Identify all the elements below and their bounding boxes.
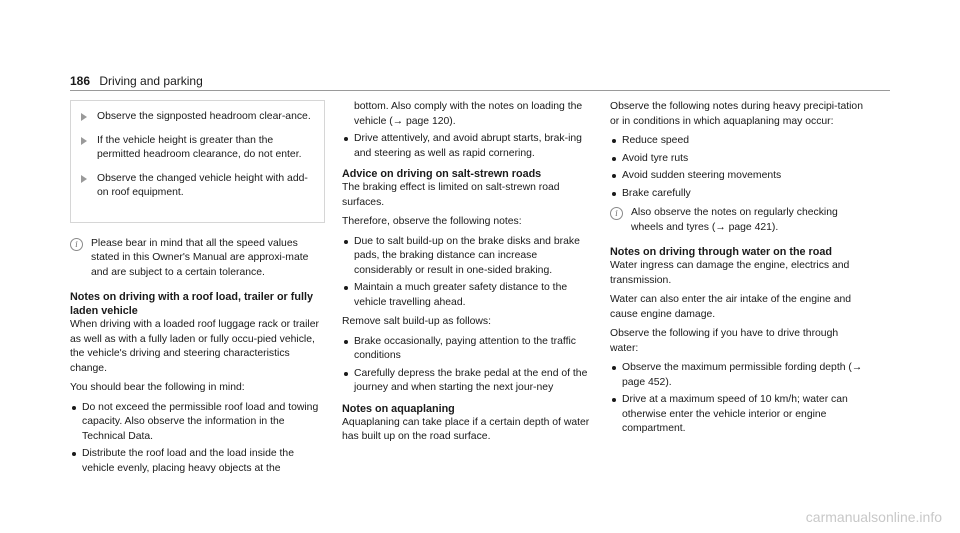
step-arrow-icon: [81, 113, 87, 121]
step-arrow-icon: [81, 137, 87, 145]
paragraph: Water ingress can damage the engine, electrics and transmission.: [610, 260, 850, 286]
step-item: If the vehicle height is greater than the permitted headroom clearance, do not enter.: [81, 134, 314, 163]
paragraph: You should bear the following in mind:: [70, 382, 245, 393]
list-item: Due to salt build-up on the brake disks and brake pads, the braking distance can increase considerably or result in one-sided braking.: [342, 235, 594, 279]
section-heading: Notes on driving through water on the road: [610, 246, 832, 258]
info-icon: i: [70, 238, 83, 251]
column-1: [70, 100, 325, 481]
header-divider: [70, 90, 890, 91]
list-item: Distribute the roof load and the load inside the vehicle evenly, placing heavy objects at the: [70, 447, 325, 476]
list-item: Carefully depress the brake pedal at the end of the journey and when starting the next jour-ney: [342, 367, 594, 396]
list-item: Drive attentively, and avoid abrupt starts, brak-ing and steering as well as rapid cornering.: [342, 132, 594, 161]
column-2: [342, 100, 594, 450]
section-heading: Notes on aquaplaning: [342, 402, 455, 415]
paragraph: The braking effect is limited on salt-strewn road surfaces.: [342, 182, 560, 208]
paragraph: Therefore, observe the following notes:: [342, 216, 522, 227]
paragraph: Observe the following if you have to drive through water:: [610, 328, 839, 354]
list-item: Brake occasionally, paying attention to the traffic conditions: [342, 335, 594, 364]
list-item: Brake carefully: [610, 187, 865, 202]
list-item: Reduce speed: [610, 134, 865, 149]
column-3: [610, 100, 865, 442]
bullet-list: [610, 134, 865, 201]
info-icon: i: [610, 207, 623, 220]
paragraph: Aquaplaning can take place if a certain depth of water has built up on the road surface.: [342, 416, 590, 442]
list-item-continued: bottom. Also comply with the notes on loading the vehicle (→ page 120).: [354, 101, 583, 127]
paragraph: When driving with a loaded roof luggage rack or trailer as well as with a fully laden or fully occu-pied vehicle, the vehicle's driving and steering characteristics change.: [70, 319, 319, 374]
list-item: Maintain a much greater safety distance to the vehicle travelling ahead.: [342, 281, 594, 310]
section-heading: Advice on driving on salt-strewn roads: [342, 168, 542, 180]
page-number: 186: [70, 74, 91, 88]
paragraph: Remove salt build-up as follows:: [342, 316, 492, 327]
list-item: Avoid tyre ruts: [610, 152, 865, 167]
info-note: i Also observe the notes on regularly checking wheels and tyres (→ page 421).: [610, 206, 865, 235]
list-item: Avoid sudden steering movements: [610, 169, 865, 184]
list-item: Drive at a maximum speed of 10 km/h; water can otherwise enter the vehicle interior or engine compartment.: [610, 393, 865, 437]
step-item: Observe the signposted headroom clear-ance.: [81, 110, 314, 125]
paragraph: Water can also enter the air intake of the engine and cause engine damage.: [610, 294, 852, 320]
info-note: i Please bear in mind that all the speed values stated in this Owner's Manual are approxi-mate and are subject to a certain tolerance.: [70, 237, 325, 281]
section-title: Driving and parking: [99, 74, 203, 88]
bullet-list: [342, 235, 594, 311]
bullet-list: [610, 361, 865, 437]
list-item: Observe the maximum permissible fording depth (→ page 452).: [610, 361, 865, 390]
list-item: Do not exceed the permissible roof load and towing capacity. Also observe the information in the Technical Data.: [70, 401, 325, 445]
bullet-list: [70, 401, 325, 477]
step-item: Observe the changed vehicle height with add-on roof equipment.: [81, 172, 314, 201]
watermark: carmanualsonline.info: [805, 509, 942, 525]
step-arrow-icon: [81, 175, 87, 183]
paragraph: Observe the following notes during heavy precipi-tation or in conditions in which aquaplaning may occur:: [610, 101, 863, 127]
page-header: [70, 74, 203, 88]
steps-box: [70, 100, 325, 223]
bullet-list: [342, 335, 594, 396]
section-heading: Notes on driving with a roof load, trailer or fully laden vehicle: [70, 291, 313, 317]
bullet-list: [342, 132, 594, 161]
